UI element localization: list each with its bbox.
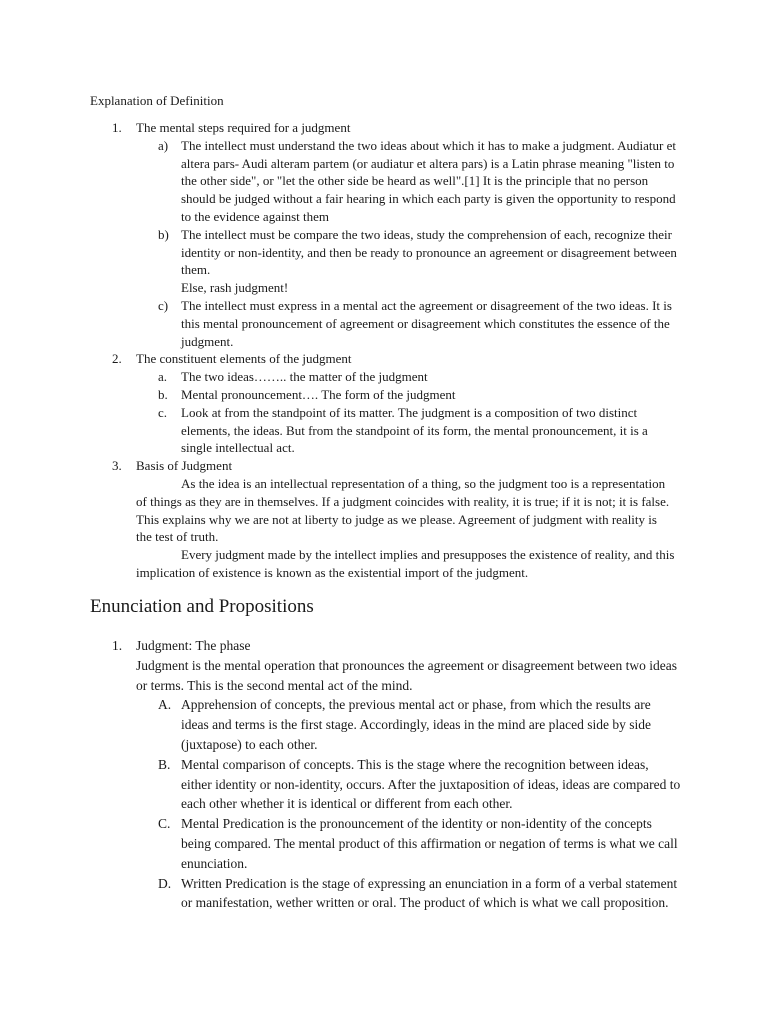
intro-paragraph: Judgment is the mental operation that pronounces the agreement or disagreement between two ideas or terms. This is the second mental act of the mind.: [136, 657, 677, 693]
sub-item: [0, 386, 768, 404]
sub-text: The intellect must be compare the two ideas, study the comprehension of each, recognize their identity or non-identity, and then be ready to pronounce an agreement or disagreement between them.: [181, 226, 677, 278]
sub-item: [0, 226, 768, 279]
sub-text: The two ideas…….. the matter of the judgment: [181, 369, 428, 385]
sub-letter: c): [158, 297, 169, 313]
list-heading: Judgment: The phase: [136, 638, 251, 653]
list-heading: Basis of Judgment: [136, 458, 233, 474]
sub-item: [0, 695, 768, 754]
paragraph: As the idea is an intellectual representation of a thing, so the judgment too is a representation of things as they are in themselves. If a judgment coincides with reality, it is true; if it is not; it is false. This explains why we are not at liberty to judge as we please. Agreement of judgment with reality is the test of truth.: [136, 475, 670, 545]
list-number: 2.: [112, 351, 122, 367]
sub-letter: A.: [158, 697, 172, 713]
section-enunciation: [0, 594, 768, 913]
sub-text: Mental Predication is the pronouncement of the identity or non-identity of the concepts being compared. The mental product of this affirmation or negation of terms is what we call enunciation.: [181, 816, 678, 871]
sub-item: [0, 368, 768, 386]
section-heading: Enunciation and Propositions: [90, 596, 314, 617]
sub-item: [0, 137, 768, 226]
list-item: [0, 350, 768, 368]
list-number: 3.: [112, 458, 122, 474]
sub-text: Written Predication is the stage of expressing an enunciation in a form of a verbal statement or manifestation, wether written or oral. The product of which is what we call proposition.: [181, 875, 678, 911]
sub-letter: B.: [158, 756, 171, 772]
list-heading: The mental steps required for a judgment: [136, 120, 351, 135]
sub-letter: D.: [158, 875, 172, 891]
sub-letter: a.: [158, 369, 168, 385]
sub-note: Else, rash judgment!: [181, 280, 289, 296]
list-heading: The constituent elements of the judgment: [136, 351, 352, 367]
sub-text: The intellect must understand the two ideas about which it has to make a judgment. Audiatur et altera pars- Audi alteram partem (or audiatur et altera pars) is a Latin phrase meaning "listen to the other side", or "let the other side be heard as well".[1] It is the principle that no person should be judged without a fair hearing in which each party is given the opportunity to respond to the evidence against them: [181, 137, 676, 224]
sub-text: Mental comparison of concepts. This is the stage where the recognition between ideas, either identity or non-identity, occurs. After the juxtaposition of ideas, ideas are compared to each other whether it is identical or different from each other.: [181, 756, 681, 812]
sub-letter: C.: [158, 816, 171, 832]
sub-item: [0, 297, 768, 350]
sub-letter: a): [158, 137, 169, 153]
sub-text: Mental pronouncement…. The form of the judgment: [181, 386, 456, 402]
list-number: 1.: [112, 638, 123, 653]
sub-letter: b): [158, 226, 169, 242]
list-number: 1.: [112, 120, 122, 135]
list-item: [0, 636, 768, 656]
list-item: [0, 457, 768, 475]
sub-text: The intellect must express in a mental act the agreement or disagreement of the two ideas. It is this mental pronouncement of agreement or disagreement which constitutes the essence of the judgment.: [181, 297, 672, 349]
sub-letter: b.: [158, 386, 168, 402]
sub-item: [0, 874, 768, 914]
sub-text: Look at from the standpoint of its matter. The judgment is a composition of two distinct elements, the ideas. But from the standpoint of its form, the mental pronouncement, it is a single intellectual act.: [181, 404, 648, 456]
sub-item: [0, 755, 768, 814]
sub-item: [0, 404, 768, 457]
section-title: Explanation of Definition: [90, 93, 224, 108]
sub-letter: c.: [158, 404, 168, 420]
paragraph: Every judgment made by the intellect implies and presupposes the existence of reality, and this implication of existence is known as the existential import of the judgment.: [136, 547, 675, 580]
sub-item: [0, 814, 768, 873]
sub-text: Apprehension of concepts, the previous mental act or phase, from which the results are ideas and terms is the first stage. Accordingly, ideas in the mind are placed side by side (juxtapose) to each other.: [181, 697, 651, 752]
list-item: [0, 119, 768, 137]
section-explanation: [0, 88, 768, 582]
